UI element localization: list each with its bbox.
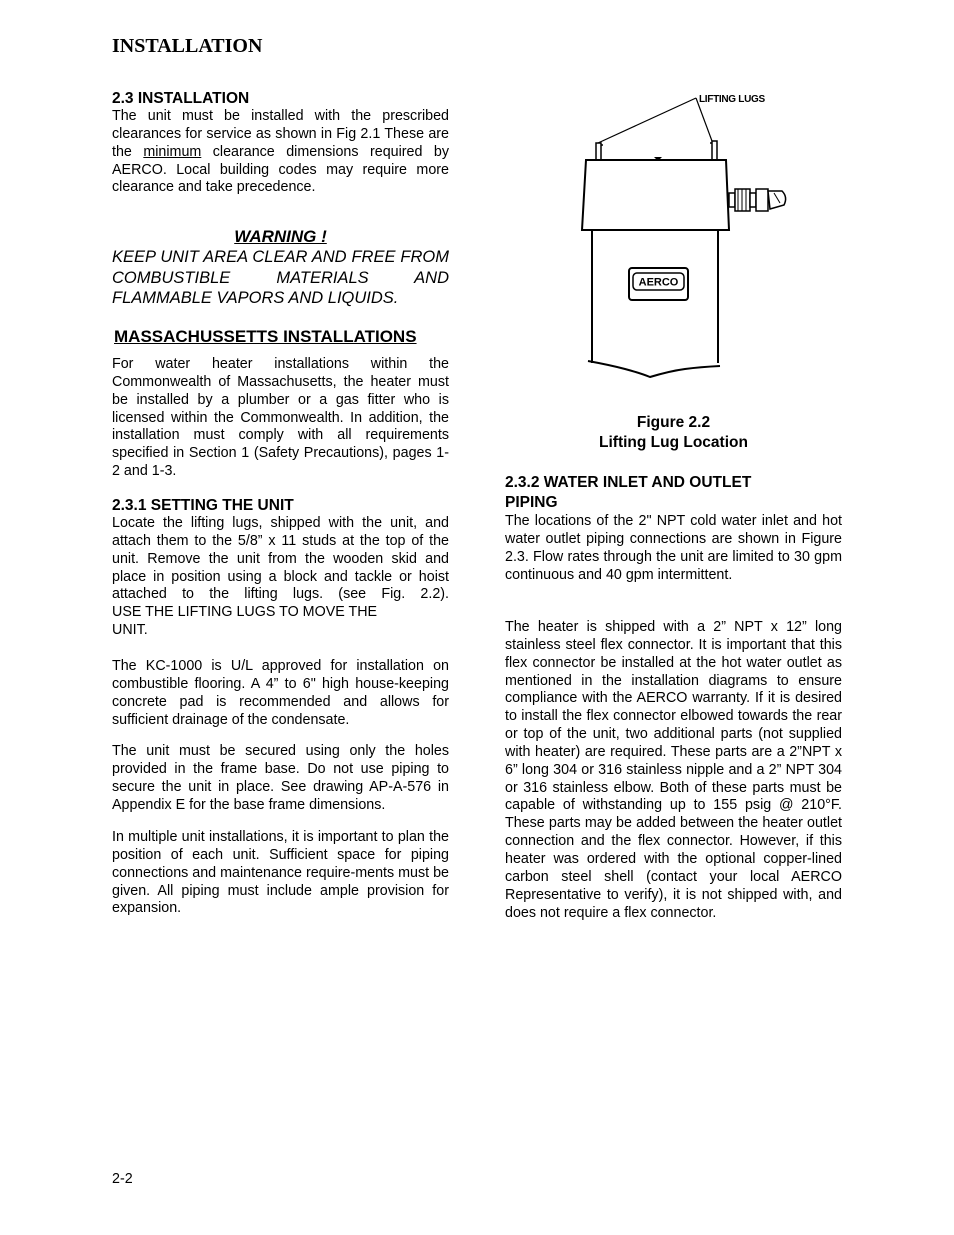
aerco-logo-text: AERCO — [638, 276, 679, 289]
section-2-3-2-heading-line-1: 2.3.2 WATER INLET AND OUTLET — [505, 474, 752, 491]
section-2-3-heading: 2.3 INSTALLATION — [112, 90, 250, 107]
setting-unit-paragraph-3: The unit must be secured using only the holes provided in the frame base. Do not use piping to secure the unit in place. See drawing AP-A-576 in Appendix E for the base frame dimensions. — [112, 743, 449, 813]
lifting-lug-figure — [570, 85, 810, 385]
section-2-3-paragraph — [112, 108, 449, 197]
massachusetts-paragraph: For water heater installations within the Commonwealth of Massachusetts, the heater must be installed by a plumber or a gas fitter who is licensed within the Commonwealth. In addition, the installation must comply with all requirements specified in Section 1 (Safety Precautions), pages 1-2 and 1-3. — [112, 356, 449, 480]
setting-unit-paragraph-2: The KC-1000 is U/L approved for installation on combustible flooring. A 4” to 6" high house-keeping concrete pad is recommended and allows for sufficient drainage of the condensate. — [112, 658, 449, 728]
figure-caption-title: Lifting Lug Location — [599, 434, 748, 451]
page-header-title: INSTALLATION — [112, 35, 263, 57]
massachusetts-heading: MASSACHUSSETTS INSTALLATIONS — [114, 327, 417, 346]
lifting-lugs-callout: LIFTING LUGS — [699, 94, 765, 105]
setting-unit-paragraph-1 — [112, 515, 449, 640]
section-2-3-2-heading-line-2: PIPING — [505, 494, 558, 511]
warning-text: KEEP UNIT AREA CLEAR AND FREE FROM COMBUSTIBLE MATERIALS AND FLAMMABLE VAPORS AND LIQUIDS. — [112, 248, 449, 307]
aerco-logo — [629, 268, 688, 300]
setting-unit-caps-line-1: USE THE LIFTING LUGS TO MOVE THE — [112, 604, 378, 621]
figure-caption-number: Figure 2.2 — [636, 414, 711, 431]
callout-leader-left — [598, 98, 696, 143]
section-2-3-text-end: clearance dimensions required by AERCO. Local building codes may require more clearance and take precedence. — [112, 143, 449, 196]
water-piping-paragraph-2: The heater is shipped with a 2” NPT x 12” long stainless steel flex connector. It is important that this flex connector be installed at the hot water outlet as mentioned in the installation diagrams to ensure compliance with the AERCO warranty. If it is desired to install the flex connector elbowed towards the rear or top of the unit, two additional parts (not supplied with heater) are required. These parts are a 2”NPT x 6” long 304 or 316 stainless nipple and a 2” NPT 304 or 316 stainless elbow. Both of these parts must be capable of withstanding up to 155 psig @ 210°F. These parts may be added between the heater outlet connection and the flex connector. However, if this heater was ordered with the optional copper-lined carbon steel shell (contact your local AERCO Representative to verify), it is not shipped with, and does not require a flex connector. — [505, 619, 842, 921]
water-piping-paragraph-1: The locations of the 2" NPT cold water inlet and hot water outlet piping connections are shown in Figure 2.3. Flow rates through the unit are limited to 30 gpm continuous and 40 gpm intermittent. — [505, 513, 842, 583]
setting-unit-text: Locate the lifting lugs, shipped with the unit, and attach them to the 5/8” x 11 studs at the top of the unit. Remove the unit from the wooden skid and place in position using a block and tackle or hoist attached to the lifting lugs. (see Fig. 2.2). — [112, 515, 449, 603]
section-2-3-1-heading: 2.3.1 SETTING THE UNIT — [112, 497, 294, 514]
right-lifting-lug — [710, 141, 717, 160]
hot-water-outlet-connection — [729, 189, 786, 211]
setting-unit-paragraph-4: In multiple unit installations, it is important to plan the position of each unit. Sufficient space for piping connections and maintenance require-ments must be given. All piping must include ample provision for expansion. — [112, 829, 449, 917]
minimum-underlined-word: minimum — [143, 143, 202, 160]
page-number: 2-2 — [112, 1171, 133, 1187]
setting-unit-caps-line-2: UNIT. — [112, 622, 148, 639]
shell-break-line — [588, 361, 720, 377]
warning-title: WARNING ! — [234, 227, 327, 246]
upper-housing — [582, 160, 729, 230]
section-2-3-text-start: The unit must be installed with the prescribed clearances for service as shown in Fig 2.1 These are the — [112, 108, 449, 160]
left-lifting-lug — [596, 143, 603, 160]
